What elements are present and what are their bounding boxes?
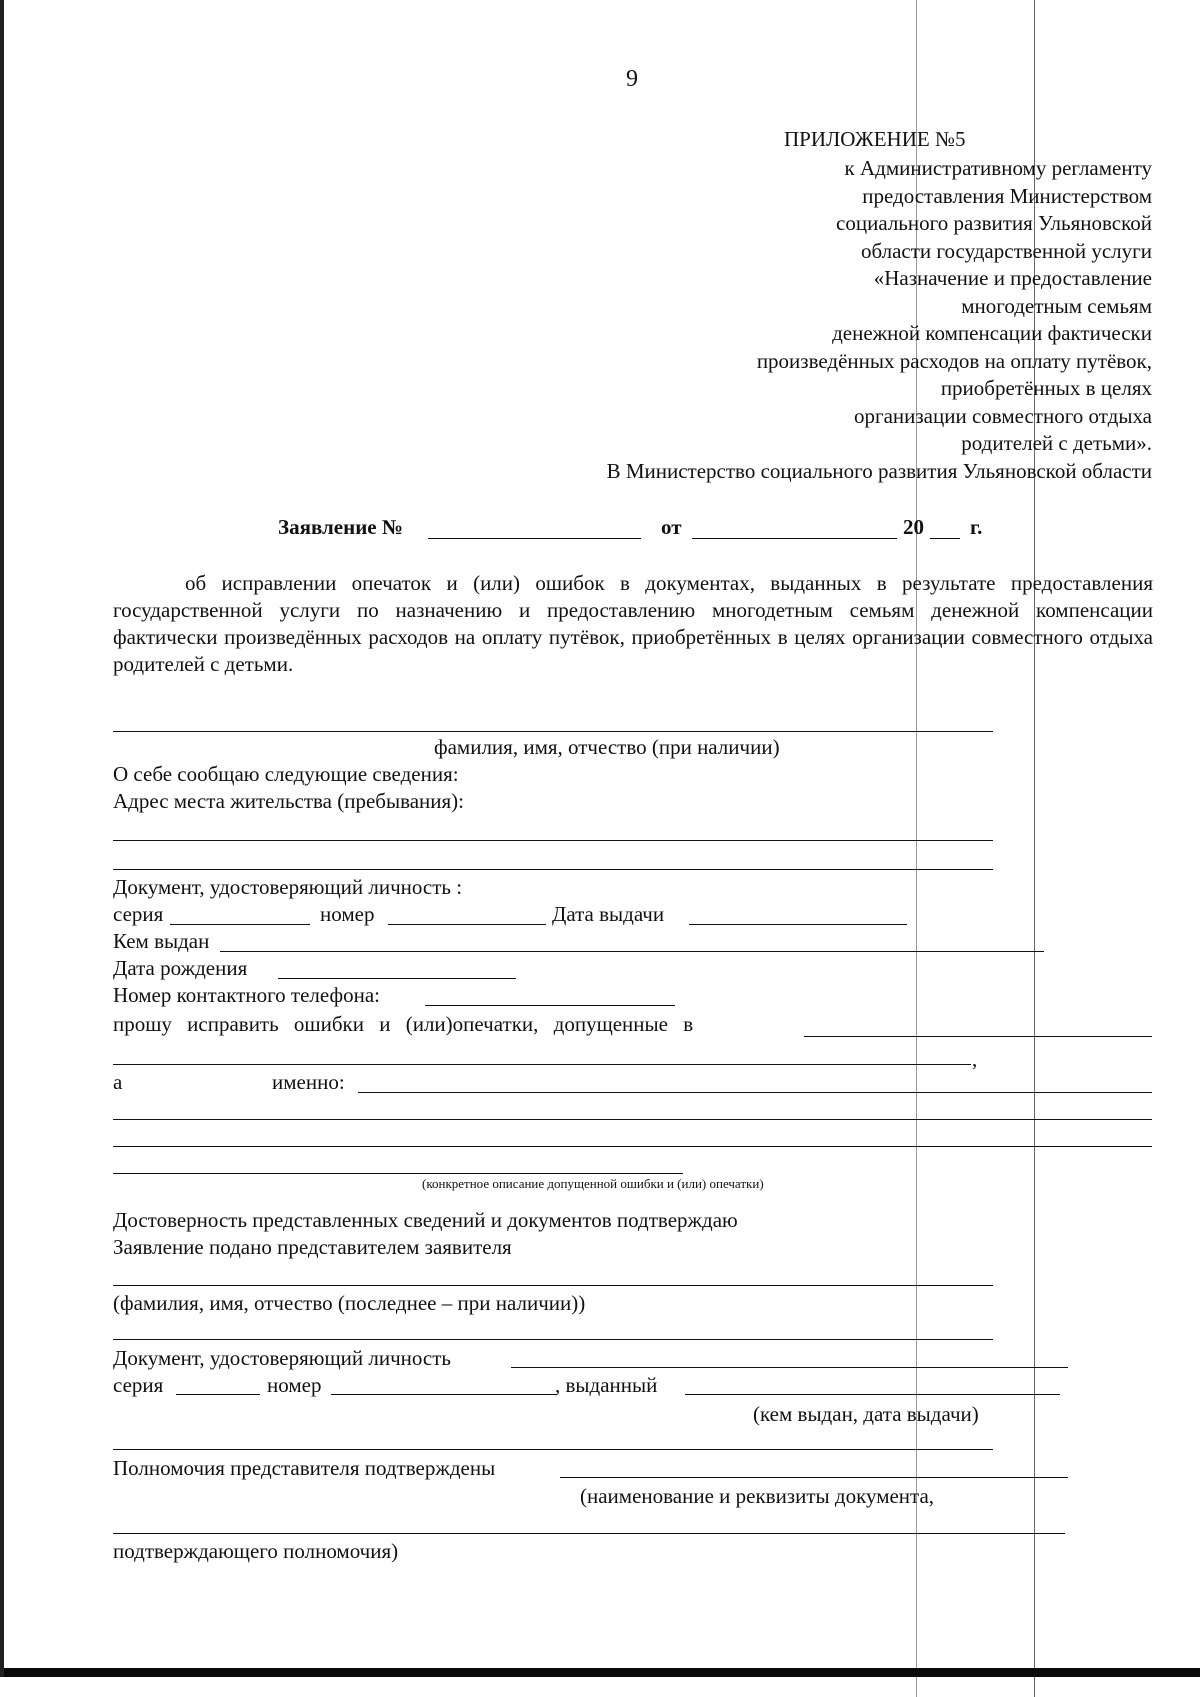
authority-field[interactable] xyxy=(560,1477,1068,1478)
application-date-field[interactable] xyxy=(692,538,897,539)
number-label: номер xyxy=(320,902,375,926)
representative-number-field[interactable] xyxy=(331,1394,557,1395)
submitted-by-representative: Заявление подано представителем заявителя xyxy=(113,1235,512,1259)
representative-fio-field[interactable] xyxy=(113,1285,993,1286)
representative-fio-field-2[interactable] xyxy=(113,1339,993,1340)
series-field[interactable] xyxy=(170,924,310,925)
year-field[interactable] xyxy=(930,538,960,539)
appendix-title: ПРИЛОЖЕНИЕ №5 xyxy=(784,127,966,151)
purpose-paragraph: об исправлении опечаток и (или) ошибок в документах, выданных в результате предоставления государственной услуги по назначению и предоставлению многодетным семьям денежной компенсации фактически произведённых расходов на оплату путёвок, приобретённых в целях организации совместного отдыха родителей с детьми. xyxy=(113,571,1153,676)
appendix-reference xyxy=(607,155,1152,485)
issued-by-label: Кем выдан xyxy=(113,929,210,953)
appendix-line: организации совместного отдыха xyxy=(853,403,1152,428)
representative-series-field[interactable] xyxy=(176,1394,260,1395)
confirmation-text: Достоверность представленных сведений и документов подтверждаю xyxy=(113,1208,738,1232)
address-label: Адрес места жительства (пребывания): xyxy=(113,789,465,813)
request-label: прошу исправить ошибки и (или)опечатки, допущенные в xyxy=(113,1012,694,1036)
phone-label: Номер контактного телефона: xyxy=(113,983,380,1007)
page-number: 9 xyxy=(626,66,638,92)
authority-caption-2: подтверждающего полномочия) xyxy=(113,1539,399,1563)
appendix-line: области государственной услуги xyxy=(860,238,1152,263)
error-description-field-2[interactable] xyxy=(113,1119,1152,1120)
year-suffix: г. xyxy=(970,515,983,539)
appendix-line: приобретённых в целях xyxy=(940,376,1152,400)
authority-field-2[interactable] xyxy=(113,1533,1065,1534)
birth-date-label: Дата рождения xyxy=(113,956,248,980)
issued-by-field[interactable] xyxy=(220,951,1044,952)
representative-issued-caption: (кем выдан, дата выдачи) xyxy=(753,1402,979,1426)
representative-series-label: серия xyxy=(113,1373,164,1397)
appendix-line: социального развития Ульяновской xyxy=(836,211,1152,235)
applicant-fio-caption: фамилия, имя, отчество (при наличии) xyxy=(434,735,780,759)
address-field-2[interactable] xyxy=(113,869,993,870)
request-doc-field[interactable] xyxy=(804,1036,1152,1037)
appendix-line: «Назначение и предоставление xyxy=(873,266,1152,290)
authority-caption-1: (наименование и реквизиты документа, xyxy=(580,1484,935,1508)
issue-date-field[interactable] xyxy=(689,924,907,925)
applicant-fio-field[interactable] xyxy=(113,731,993,732)
id-doc-label: Документ, удостоверяющий личность : xyxy=(113,875,463,899)
error-description-field-4[interactable] xyxy=(113,1173,683,1174)
representative-fio-caption: (фамилия, имя, отчество (последнее – при наличии)) xyxy=(113,1291,586,1315)
scan-bottom-edge xyxy=(0,1668,1200,1677)
year-prefix: 20 xyxy=(903,515,924,539)
representative-id-doc-label: Документ, удостоверяющий личность xyxy=(113,1346,451,1370)
application-number-field[interactable] xyxy=(428,538,641,539)
error-description-caption: (конкретное описание допущенной ошибки и (или) опечатки) xyxy=(422,1176,764,1191)
appendix-line: многодетным семьям xyxy=(961,293,1152,318)
authority-label: Полномочия представителя подтверждены xyxy=(113,1456,496,1480)
namely-label: именно: xyxy=(272,1070,345,1094)
representative-issued-field[interactable] xyxy=(685,1394,1060,1395)
appendix-line: произведённых расходов на оплату путёвок, xyxy=(756,348,1152,373)
representative-issued-label: , выданный xyxy=(555,1373,658,1397)
phone-field[interactable] xyxy=(425,1005,675,1006)
namely-a: а xyxy=(113,1070,123,1094)
request-doc-field-2[interactable] xyxy=(113,1064,971,1065)
application-number-label: Заявление № xyxy=(278,515,403,539)
representative-number-label: номер xyxy=(267,1373,322,1397)
representative-issued-field-2[interactable] xyxy=(113,1449,993,1450)
date-from-label: от xyxy=(661,515,682,539)
scan-left-edge xyxy=(0,0,4,1677)
error-description-field-1[interactable] xyxy=(358,1092,1152,1093)
addressee-line: В Министерство социального развития Ульяновской области xyxy=(606,458,1152,483)
appendix-line: родителей с детьми». xyxy=(961,431,1152,455)
issue-date-label: Дата выдачи xyxy=(552,902,665,926)
info-intro: О себе сообщаю следующие сведения: xyxy=(113,762,459,786)
appendix-line: денежной компенсации фактически xyxy=(832,321,1152,345)
error-description-field-3[interactable] xyxy=(113,1146,1152,1147)
comma: , xyxy=(972,1047,978,1071)
appendix-line: предоставления Министерством xyxy=(862,183,1152,208)
appendix-line: к Административному регламенту xyxy=(844,156,1152,180)
birth-date-field[interactable] xyxy=(278,978,516,979)
address-field-1[interactable] xyxy=(113,840,993,841)
representative-id-doc-field[interactable] xyxy=(511,1367,1068,1368)
series-label: серия xyxy=(113,902,164,926)
number-field[interactable] xyxy=(388,924,546,925)
